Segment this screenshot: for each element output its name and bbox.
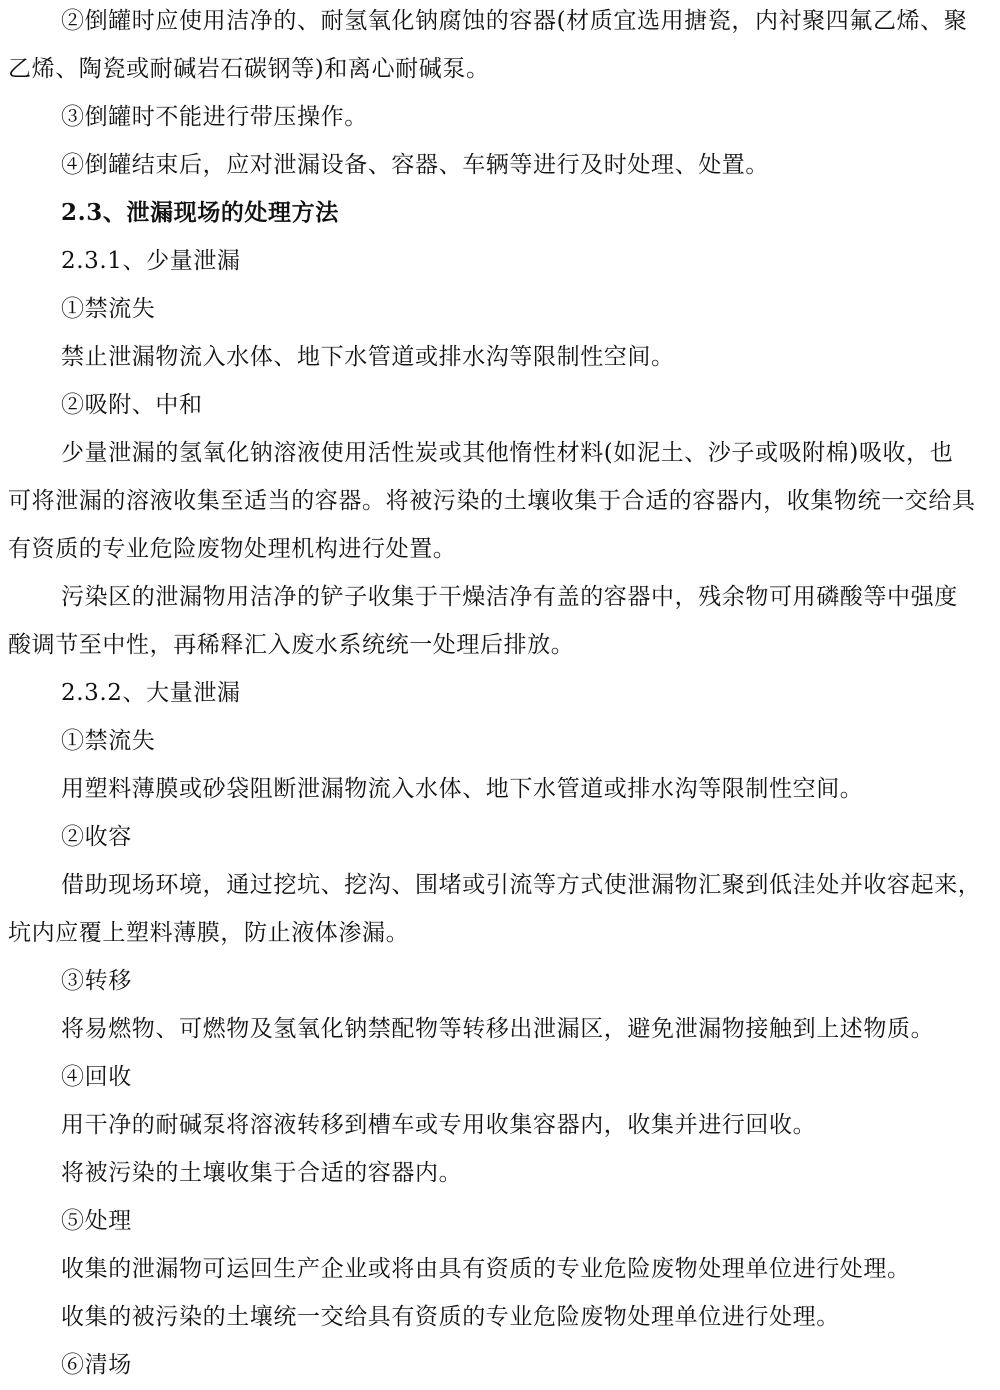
step-heading: ③转移: [61, 968, 132, 994]
list-item-3: ③倒罐时不能进行带压操作。: [61, 104, 368, 130]
paragraph: 用干净的耐碱泵将溶液转移到槽车或专用收集容器内，收集并进行回收。: [61, 1112, 817, 1138]
paragraph-line: 可将泄漏的溶液收集至适当的容器。将被污染的土壤收集于合适的容器内，收集物统一交给具: [8, 488, 976, 514]
step-heading: ②收容: [61, 824, 132, 850]
paragraph: 用塑料薄膜或砂袋阻断泄漏物流入水体、地下水管道或排水沟等限制性空间。: [61, 776, 864, 802]
list-item-2-line-2: 乙烯、陶瓷或耐碱岩石碳钢等)和离心耐碱泵。: [8, 56, 490, 82]
subsection-heading-2-3-1: 2.3.1、少量泄漏: [61, 248, 241, 274]
paragraph: 将易燃物、可燃物及氢氧化钠禁配物等转移出泄漏区，避免泄漏物接触到上述物质。: [61, 1016, 935, 1042]
paragraph-line: 有资质的专业危险废物处理机构进行处置。: [8, 536, 457, 562]
paragraph-line: 酸调节至中性，再稀释汇入废水系统统一处理后排放。: [8, 632, 575, 658]
step-heading: ⑥清场: [61, 1352, 132, 1378]
paragraph: 收集的被污染的土壤统一交给具有资质的专业危险废物处理单位进行处理。: [61, 1304, 840, 1330]
step-heading: ④回收: [61, 1064, 132, 1090]
step-heading: ②吸附、中和: [61, 392, 203, 418]
list-item-2-line-1: ②倒罐时应使用洁净的、耐氢氧化钠腐蚀的容器(材质宜选用搪瓷，内衬聚四氟乙烯、聚: [61, 8, 968, 34]
paragraph-line: 坑内应覆上塑料薄膜，防止液体渗漏。: [8, 920, 410, 946]
paragraph: 禁止泄漏物流入水体、地下水管道或排水沟等限制性空间。: [61, 344, 675, 370]
step-heading: ①禁流失: [61, 728, 156, 754]
paragraph: 将被污染的土壤收集于合适的容器内。: [61, 1160, 463, 1186]
step-heading: ⑤处理: [61, 1208, 132, 1234]
paragraph-line: 借助现场环境，通过挖坑、挖沟、围堵或引流等方式使泄漏物汇聚到低洼处并收容起来，: [61, 872, 982, 898]
list-item-4: ④倒罐结束后，应对泄漏设备、容器、车辆等进行及时处理、处置。: [61, 152, 769, 178]
paragraph-line: 污染区的泄漏物用洁净的铲子收集于干燥洁净有盖的容器中，残余物可用磷酸等中强度: [61, 584, 958, 610]
paragraph-line: 少量泄漏的氢氧化钠溶液使用活性炭或其他惰性材料(如泥土、沙子或吸附棉)吸收，也: [61, 440, 954, 466]
section-heading-2-3: 2.3、泄漏现场的处理方法: [61, 199, 339, 226]
step-heading: ①禁流失: [61, 296, 156, 322]
paragraph: 收集的泄漏物可运回生产企业或将由具有资质的专业危险废物处理单位进行处理。: [61, 1256, 911, 1282]
subsection-heading-2-3-2: 2.3.2、大量泄漏: [61, 680, 241, 706]
